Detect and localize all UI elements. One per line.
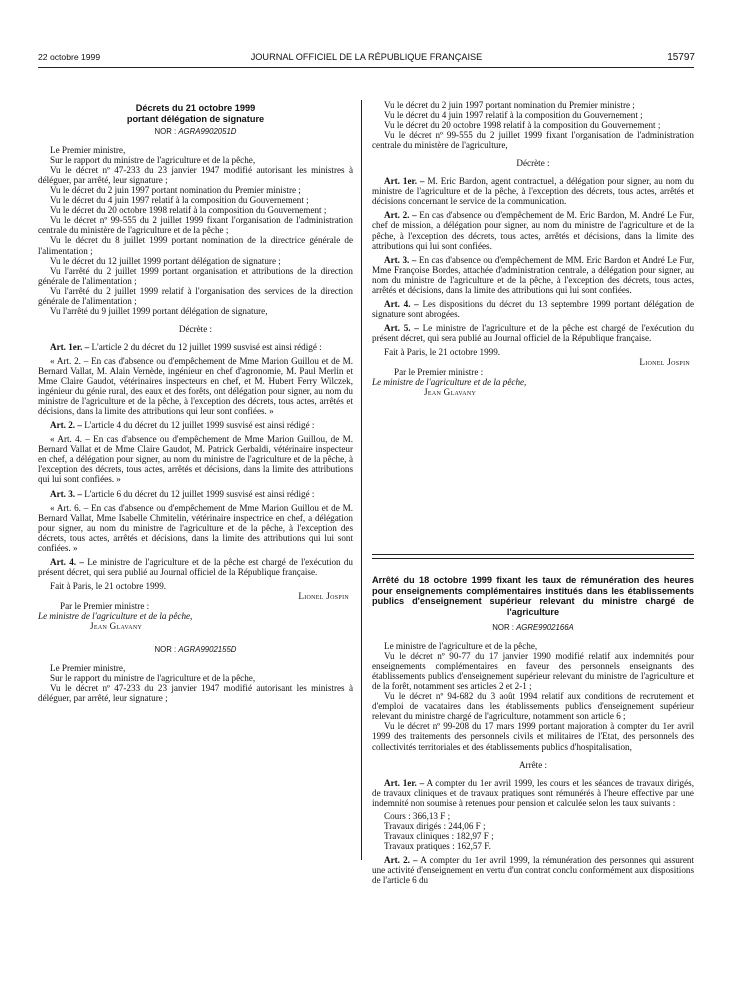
page-number: 15797 — [667, 52, 695, 63]
article-label: Art. 5. – — [384, 322, 419, 333]
arrete-title: Arrêté du 18 octobre 1999 fixant les taux de rémunération des heures pour enseignements complémentaires institués dans les établissements publics d'enseignement supérieur relevant du ministre chargé de l'agriculture — [372, 575, 694, 617]
decrete-heading: Décrète : — [178, 323, 213, 334]
paragraph: Vu le décret du 2 juin 1997 portant nomination du Premier ministre ; — [50, 185, 301, 196]
article-3 — [372, 255, 694, 295]
article-text: L'article 4 du décret du 12 juillet 1999 susvisé est ainsi rédigé : — [84, 420, 315, 431]
article-label: Art. 3. – — [50, 488, 82, 499]
paragraph: Vu le décret nº 94-682 du 3 août 1994 relatif aux conditions de recrutement et d'emploi de vacataires dans les établissements publics d'enseignement supérieur relevant du ministre chargé de l'agriculture, notamment son article 6 ; — [372, 691, 694, 722]
header-rule — [38, 67, 694, 68]
paragraph: Vu le décret nº 99-555 du 2 juillet 1999 fixant l'organisation de l'administration centrale du ministère de l'agriculture et de la pêche ; — [38, 215, 353, 236]
signing-place-date: Fait à Paris, le 21 octobre 1999. — [384, 346, 501, 357]
nor-code: AGRA9902155D — [178, 645, 237, 655]
paragraph: Le Premier ministre, — [50, 663, 126, 674]
header-date: 22 octobre 1999 — [38, 52, 101, 62]
article-label: Art. 3. – — [384, 254, 417, 265]
paragraph: Vu le décret du 4 juin 1997 relatif à la composition du Gouvernement ; — [384, 110, 643, 121]
article-label: Art. 4. – — [50, 556, 84, 567]
right-column-bottom — [372, 575, 694, 885]
paragraph: Vu l'arrêté du 9 juillet 1999 portant délégation de signature, — [50, 305, 268, 316]
article-1 — [38, 342, 353, 352]
nor-label: NOR : — [154, 645, 179, 655]
article-text: M. Eric Bardon, agent contractuel, a délégation pour signer, au nom du ministre de l'agriculture et de la pêche, à l'exception des décrets, tous actes, arrêtés et décisions concernant le service de la communication. — [372, 176, 694, 207]
decree-title: Décrets du 21 octobre 1999 — [135, 103, 256, 113]
paragraph: Vu le décret du 12 juillet 1999 portant délégation de signature ; — [50, 255, 281, 266]
article-text: A compter du 1er avril 1999, la rémunération des personnes qui assurent une activité d'enseignement en vertu d'un contrat conclu conformément aux dispositions de l'article 6 du — [372, 854, 694, 886]
paragraph: Vu le décret nº 47-233 du 23 janvier 1947 modifié autorisant les ministres à déléguer, par arrêté, leur signature ; — [38, 165, 353, 186]
article-4 — [38, 557, 353, 577]
rate-item: Travaux dirigés : 244,06 F ; — [384, 820, 486, 831]
article-label: Art. 2. – — [50, 420, 82, 431]
article-text: Les dispositions du décret du 13 septembre 1999 portant délégation de signature sont abrogées. — [372, 298, 694, 319]
paragraph: Le ministre de l'agriculture et de la pêche, — [384, 641, 538, 652]
article-text: En cas d'absence ou d'empêchement de M. Eric Bardon, M. André Le Fur, chef de mission, a délégation pour signer, au nom du ministre de l'agriculture et de la pêche, à l'exception des décrets, tous actes, arrêtés et décisions, dans la limite des attributions qui lui sont confiées. — [372, 210, 694, 251]
signing-place-date: Fait à Paris, le 21 octobre 1999. — [50, 580, 167, 591]
article-text: L'article 2 du décret du 12 juillet 1999 susvisé est ainsi rédigé : — [91, 341, 322, 352]
article-label: Art. 1er. – — [384, 176, 425, 187]
nor-label: NOR : — [492, 623, 517, 632]
signatory: Lionel Jospin — [298, 590, 349, 601]
left-column — [38, 103, 353, 703]
paragraph: Le Premier ministre, — [50, 145, 126, 156]
paragraph: Vu l'arrêté du 2 juillet 1999 relatif à l'organisation des services de la direction générale de l'alimentation ; — [38, 285, 353, 306]
nor-label: NOR : — [154, 127, 179, 136]
section-separator — [372, 558, 694, 559]
quoted-article: « Art. 4. – En cas d'absence ou d'empêchement de Mme Marion Guillou, de M. Bernard Vallat et de Mme Claire Gaudot, M. Patrick Gerbaldi, vétérinaire inspecteur en chef, a délégation pour signer, au nom du ministre de l'agriculture et de la pêche, à l'exception des décrets, tous actes, arrêtés et décisions, dans la limite des attributions qui lui sont confiées. » — [38, 434, 353, 485]
article-1 — [372, 176, 694, 206]
nor-reference — [38, 645, 353, 655]
section-separator — [372, 554, 694, 555]
decrete-heading: Décrète : — [516, 158, 550, 169]
paragraph: Vu le décret du 2 juin 1997 portant nomination du Premier ministre ; — [384, 100, 635, 110]
countersigner-title: Le ministre de l'agriculture et de la pêche, — [38, 611, 193, 622]
signatory: Lionel Jospin — [639, 357, 690, 368]
article-text: En cas d'absence ou d'empêchement de MM. Eric Bardon et André Le Fur, Mme Françoise Bordes, attachée d'administration centrale, a délégation pour signer, au nom du ministre de l'agriculture et de la pêche, à l'exception des décrets, tous actes, arrêtés et décisions, dans la limite des attributions qui lui sont confiées. — [372, 254, 695, 295]
paragraph: Vu le décret nº 90-77 du 17 janvier 1990 modifié relatif aux indemnités pour enseignements complémentaires en faveur des personnels enseignants des établissements publics d'enseignement supérieur relevant du ministre de l'agriculture et de la forêt, notamment ses articles 2 et 2-1 ; — [372, 651, 694, 692]
nor-code: AGRA9902051D — [178, 127, 237, 136]
journal-title: JOURNAL OFFICIEL DE LA RÉPUBLIQUE FRANÇAISE — [250, 52, 483, 62]
article-label: Art. 2. – — [384, 210, 417, 221]
right-column-top — [372, 100, 694, 397]
article-label: Art. 1er. – — [50, 341, 90, 352]
paragraph: Vu le décret du 20 octobre 1998 relatif à la composition du Gouvernement ; — [384, 120, 661, 131]
countersigner-name: Jean Glavany — [424, 387, 477, 398]
paragraph: Sur le rapport du ministre de l'agriculture et de la pêche, — [50, 673, 256, 684]
article-label: Art. 2. – — [384, 854, 418, 865]
article-3 — [38, 489, 353, 499]
paragraph: Vu le décret nº 99-555 du 2 juillet 1999 fixant l'organisation de l'administration centrale du ministère de l'agriculture, — [372, 130, 694, 151]
article-text: L'article 6 du décret du 12 juillet 1999 susvisé est ainsi rédigé : — [84, 488, 315, 499]
paragraph: Vu le décret du 4 juin 1997 relatif à la composition du Gouvernement ; — [50, 195, 309, 206]
signature-intro: Par le Premier ministre : — [394, 367, 484, 378]
paragraph: Vu le décret nº 47-233 du 23 janvier 1947 modifié autorisant les ministres à déléguer, par arrêté, leur signature ; — [38, 683, 353, 704]
paragraph: Sur le rapport du ministre de l'agriculture et de la pêche, — [50, 155, 256, 166]
rate-item: Cours : 366,13 F ; — [384, 810, 451, 821]
countersigner-name: Jean Glavany — [90, 621, 143, 632]
quoted-article: « Art. 6. – En cas d'absence ou d'empêchement de Mme Marion Guillou et de M. Bernard Vallat, Mme Isabelle Chmitelin, vétérinaire inspectrice en chef, a délégation pour signer, au nom du ministre de l'agriculture et de la pêche, à l'exception des décrets, tous actes, arrêtés et décisions, dans la limite des attributions qui lui sont confiées. » — [38, 502, 353, 553]
paragraph: Vu le décret du 8 juillet 1999 portant nomination de la directrice générale de l'alimentation ; — [38, 235, 353, 256]
article-2 — [372, 210, 694, 250]
article-text: A compter du 1er avril 1999, les cours et les séances de travaux dirigés, de travaux cliniques et de travaux pratiques sont rémunérés à l'heure effective par une indemnité non soumise à retenues pour pension et calculée selon les taux suivants : — [372, 777, 694, 808]
article-text: Le ministre de l'agriculture et de la pêche est chargé de l'exécution du présent décret, qui sera publié au Journal officiel de la République française. — [38, 556, 353, 577]
nor-reference — [372, 623, 694, 633]
article-label: Art. 4. – — [384, 298, 419, 309]
paragraph: Vu le décret nº 99-208 du 17 mars 1999 portant majoration à compter du 1er avril 1999 des traitements des personnels civils et militaires de l'Etat, des personnels des collectivités territoriales et des établissements publics d'hospitalisation, — [372, 721, 694, 752]
rate-item: Travaux cliniques : 182,97 F ; — [384, 830, 494, 841]
article-2 — [38, 420, 353, 430]
quoted-article: « Art. 2. – En cas d'absence ou d'empêchement de Mme Marion Guillou et de M. Bernard Vallat, M. Alain Vernède, ingénieur en chef d'agronomie, M. Paul Merlin et Mme Claire Gaudot, vétérinaires inspecteurs en chef, et M. Hubert Ferry Wilczek, ingénieur du génie rural, des eaux et des forêts, ont délégation pour signer, au nom du ministre de l'agriculture et de la pêche, à l'exception des décrets, tous actes, arrêtés et décisions, dans la limite des attributions qui leur sont confiées. » — [38, 355, 353, 417]
article-4 — [372, 299, 694, 319]
arrete-heading: Arrête : — [518, 759, 548, 770]
article-2 — [372, 855, 694, 885]
paragraph: Vu le décret du 20 octobre 1998 relatif à la composition du Gouvernement ; — [50, 205, 327, 216]
countersigner-title: Le ministre de l'agriculture et de la pêche, — [372, 377, 527, 388]
article-text: Le ministre de l'agriculture et de la pêche est chargé de l'exécution du présent décret, qui sera publié au Journal officiel de la République française. — [372, 322, 695, 343]
article-label: Art. 1er. – — [384, 777, 425, 788]
page-header — [38, 52, 695, 66]
rate-item: Travaux pratiques : 162,57 F. — [384, 840, 491, 851]
column-divider — [361, 100, 362, 860]
nor-reference — [38, 127, 353, 137]
nor-code: AGRE9902166A — [516, 623, 574, 632]
decree-subtitle: portant délégation de signature — [126, 113, 265, 124]
article-5 — [372, 323, 694, 343]
paragraph: Vu l'arrêté du 2 juillet 1999 portant organisation et attributions de la direction générale de l'alimentation ; — [38, 265, 353, 286]
article-1 — [372, 778, 694, 808]
signature-intro: Par le Premier ministre : — [60, 600, 150, 611]
